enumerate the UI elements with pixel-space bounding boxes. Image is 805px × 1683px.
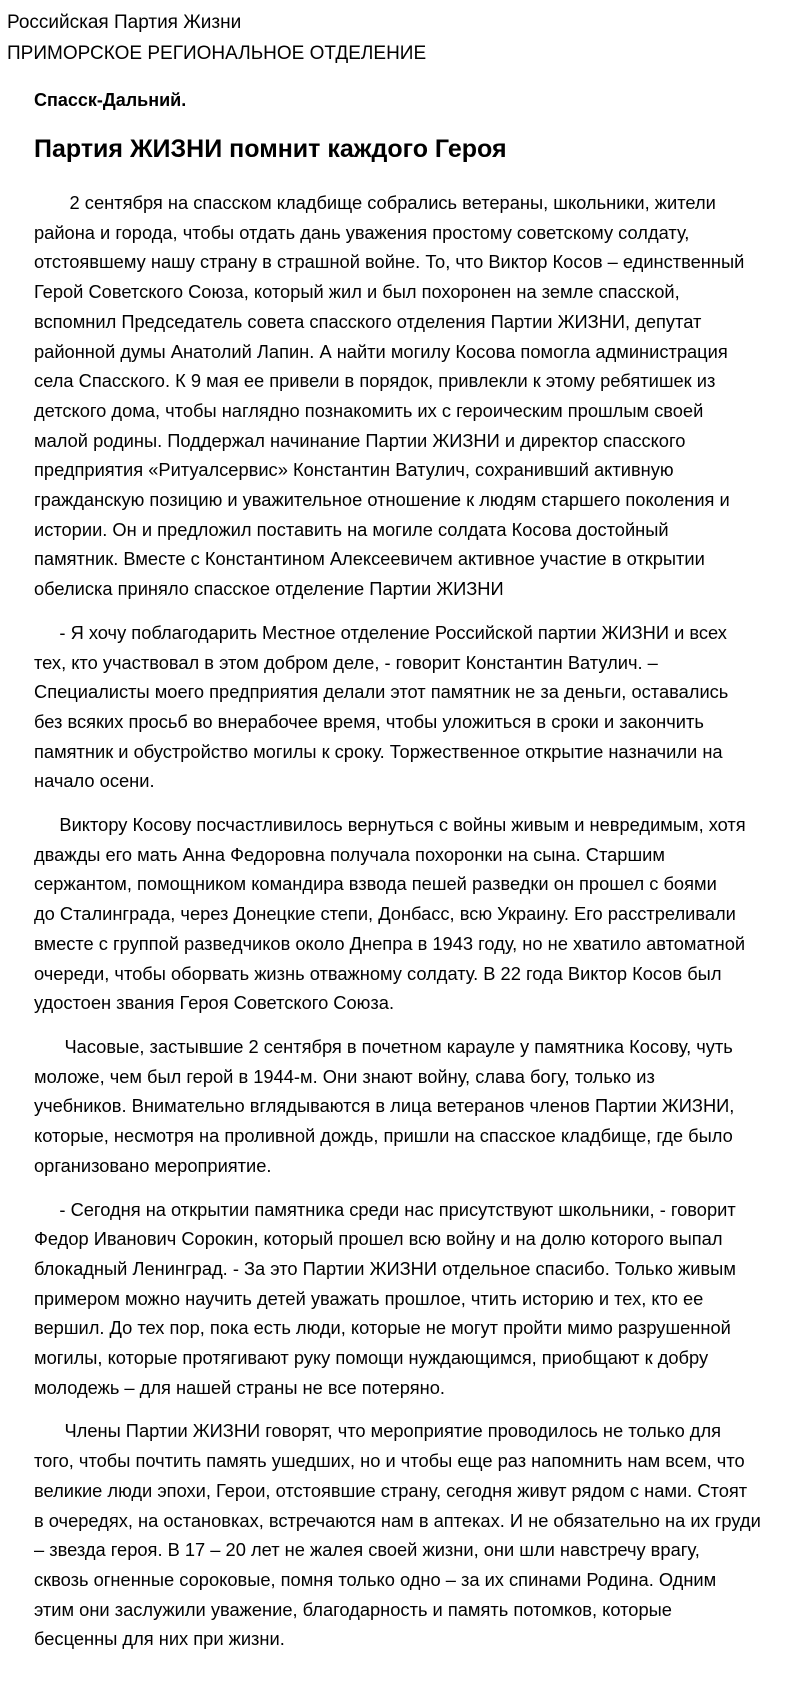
text-line: учебников. Внимательно вглядываются в лица ветеранов членов Партии ЖИЗНИ, [34, 1095, 735, 1117]
text-line: - Сегодня на открытии памятника среди нас присутствуют школьники, - говорит [34, 1198, 736, 1220]
text-line: которые, несмотря на проливной дождь, пришли на спасское кладбище, где было [34, 1125, 733, 1147]
text-line: истории. Он и предложил поставить на могиле солдата Косова достойный [34, 518, 669, 540]
text-line: предприятия «Ритуалсервис» Константин Ватулич, сохранивший активную [34, 459, 674, 481]
text-line: тех, кто участвовал в этом добром деле, - говорит Константин Ватулич. – [34, 651, 658, 673]
text-line: великие люди эпохи, Герои, отстоявшие страну, сегодня живут рядом с нами. Стоят [34, 1479, 748, 1501]
article-body [34, 188, 798, 1668]
text-line: района и города, чтобы отдать дань уважения простому советскому солдату, [34, 221, 690, 243]
text-line: Специалисты моего предприятия делали этот памятник не за деньги, оставались [34, 681, 729, 703]
text-line: Виктору Косову посчастливилось вернуться с войны живым и невредимым, хотя [34, 814, 746, 836]
paragraph [34, 618, 798, 796]
text-line: вместе с группой разведчиков около Днепра в 1943 году, но не хватило автоматной [34, 932, 746, 954]
text-line: памятник и обустройство могилы к сроку. Торжественное открытие назначили на [34, 740, 723, 762]
regional-branch-name: ПРИМОРСКОЕ РЕГИОНАЛЬНОЕ ОТДЕЛЕНИЕ [7, 43, 427, 64]
text-line: малой родины. Поддержал начинание Партии ЖИЗНИ и директор спасского [34, 429, 686, 451]
text-line: примером можно научить детей уважать прошлое, чтить историю и тех, кто ее [34, 1287, 704, 1309]
text-line: блокадный Ленинград. - За это Партии ЖИЗНИ отдельное спасибо. Только живым [34, 1257, 736, 1279]
text-line: могилы, которые протягивают руку помощи нуждающимся, приобщают к добру [34, 1347, 709, 1369]
organization-name: Российская Партия Жизни [7, 12, 242, 33]
text-line: гражданскую позицию и уважительное отношение к людям старшего поколения и [34, 489, 730, 511]
text-line: отстоявшему нашу страну в страшной войне. То, что Виктор Косов – единственный [34, 251, 745, 273]
text-line: в очередях, на остановках, встречаются нам в аптеках. И не обязательно на их груди [34, 1509, 761, 1531]
text-line: моложе, чем был герой в 1944-м. Они знают войну, слава богу, только из [34, 1065, 655, 1087]
text-line: Герой Советского Союза, который жил и был похоронен на земле спасской, [34, 281, 680, 303]
text-line: бесценны для них при жизни. [34, 1628, 285, 1650]
paragraph [34, 1195, 798, 1403]
article-title: Партия ЖИЗНИ помнит каждого Героя [34, 135, 507, 163]
paragraph [34, 810, 798, 1018]
text-line: того, чтобы почтить память ушедших, но и чтобы еще раз напомнить нам всем, что [34, 1450, 745, 1472]
text-line: Часовые, застывшие 2 сентября в почетном карауле у памятника Косову, чуть [34, 1035, 733, 1057]
text-line: районной думы Анатолий Лапин. А найти могилу Косова помогла администрация [34, 340, 728, 362]
text-line: обелиска приняло спасское отделение Партии ЖИЗНИ [34, 578, 504, 600]
text-line: - Я хочу поблагодарить Местное отделение Российской партии ЖИЗНИ и всех [34, 621, 727, 643]
text-line: молодежь – для нашей страны не все потеряно. [34, 1376, 445, 1398]
text-line: вспомнил Председатель совета спасского отделения Партии ЖИЗНИ, депутат [34, 310, 702, 332]
text-line: села Спасского. К 9 мая ее привели в порядок, привлекли к этому ребятишек из [34, 370, 716, 392]
text-line: сквозь огненные сороковые, помня только одно – за их спинами Родина. Одним [34, 1568, 717, 1590]
text-line: удостоен звания Героя Советского Союза. [34, 992, 395, 1014]
text-line: до Сталинграда, через Донецкие степи, Донбасс, всю Украину. Его расстреливали [34, 903, 736, 925]
text-line: организовано мероприятие. [34, 1154, 272, 1176]
text-line: вершил. До тех пор, пока есть люди, которые не могут пройти мимо разрушенной [34, 1317, 731, 1339]
text-line: Федор Иванович Сорокин, который прошел всю войну и на долю которого выпал [34, 1228, 723, 1250]
text-line: сержантом, помощником командира взвода пешей разведки он прошел с боями [34, 873, 717, 895]
text-line: – звезда героя. В 17 – 20 лет не жалея своей жизни, они шли навстречу врагу, [34, 1539, 700, 1561]
text-line: без всяких просьб во внерабочее время, чтобы уложиться в сроки и закончить [34, 710, 704, 732]
text-line: памятник. Вместе с Константином Алексеевичем активное участие в открытии [34, 548, 705, 570]
paragraph [34, 188, 798, 604]
text-line: Члены Партии ЖИЗНИ говорят, что мероприятие проводилось не только для [34, 1420, 722, 1442]
paragraph [34, 1416, 798, 1654]
text-line: 2 сентября на спасском кладбище собрались ветераны, школьники, жители [34, 192, 716, 213]
paragraph [34, 1032, 798, 1181]
text-line: очереди, чтобы оборвать жизнь отважному солдату. В 22 года Виктор Косов был [34, 962, 722, 984]
text-line: детского дома, чтобы наглядно познакомить их с героическим прошлым своей [34, 399, 704, 421]
article-dateline: Спасск-Дальний. [34, 90, 187, 110]
text-line: этим они заслужили уважение, благодарность и память потомков, которые [34, 1598, 672, 1620]
text-line: дважды его мать Анна Федоровна получала похоронки на сына. Старшим [34, 843, 665, 865]
text-line: начало осени. [34, 770, 155, 792]
